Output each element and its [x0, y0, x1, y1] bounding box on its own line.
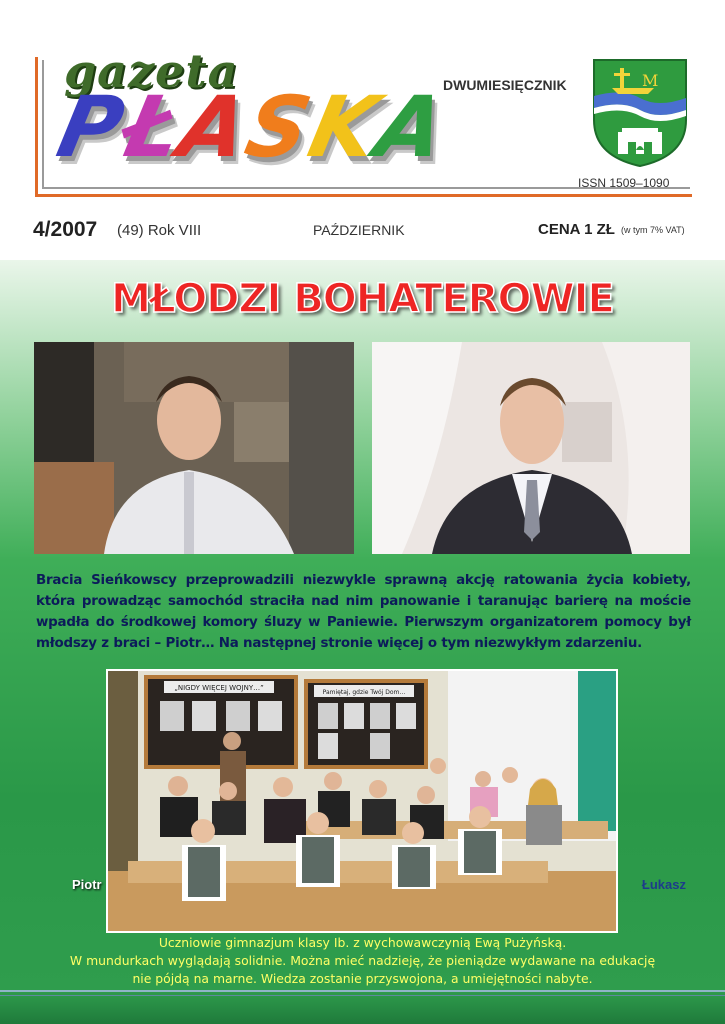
photo-lukasz [372, 342, 690, 892]
masthead-gazeta: gazeta [64, 44, 239, 98]
masthead-title-letter: A [367, 78, 454, 176]
issn-label: ISSN 1509–1090 [578, 176, 670, 190]
footer-rule [0, 990, 725, 992]
article-text: Bracia Sieńkowscy przeprowadzili niezwykle sprawną akcję ratowania życia kobiety, która prowadząc samochód straciła nad nim panowanie i taranując barierę na moście wpadła do środkowej komory śluzy w Paniewie. Pierwszym organizatorem pomocy był młodszy z braci – Piotr… Na następnej stronie więcej o tym niezwykłym zdarzeniu. [36, 573, 691, 651]
issue-info-bar [33, 218, 693, 244]
vat-note: (w tym 7% VAT) [621, 225, 685, 235]
headline: MŁODZI BOHATEROWIE [111, 276, 614, 322]
name-label-piotr: Piotr [72, 877, 102, 892]
masthead-title-letter: K [300, 78, 387, 176]
class-photo-image [108, 671, 616, 931]
classroom-sign-right: Pamiętaj, gdzie Twój Dom… [322, 689, 406, 696]
frame-line [35, 194, 692, 197]
masthead-title-letter: P [49, 78, 132, 176]
frequency-label: DWUMIESIĘCZNIK [443, 77, 567, 93]
frame-line [35, 57, 38, 197]
issue-number: 4/2007 [33, 218, 98, 241]
price-label: CENA 1 ZŁ [538, 221, 615, 238]
issue-month: PAŹDZIERNIK [313, 222, 405, 238]
masthead-title-letter: Ł [113, 78, 190, 176]
caption-line: W mundurkach wyglądają solidnie. Można mieć nadzieję, że pieniądze wydawane na edukację [69, 953, 656, 968]
masthead-title-letter: A [170, 78, 257, 176]
class-photo-caption [50, 934, 675, 988]
caption-line: nie pójdą na marne. Wiedza zostanie przyswojona, a umiejętności nabyte. [132, 971, 593, 986]
masthead-title-letter: S [237, 78, 319, 176]
masthead [0, 0, 725, 260]
footer-rule [0, 995, 725, 996]
photo-class [106, 669, 618, 933]
portrait-image [34, 342, 354, 554]
masthead-title [49, 78, 454, 176]
classroom-sign-left: „NIGDY WIĘCEJ WOJNY…” [174, 684, 264, 692]
coat-of-arms-icon [592, 58, 688, 168]
caption-line: Uczniowie gimnazjum klasy Ib. z wychowawczynią Ewą Pużyńską. [158, 935, 567, 950]
volume-label: (49) Rok VIII [117, 222, 202, 239]
crest-letter: M [642, 71, 659, 90]
name-label-lukasz: Łukasz [641, 877, 686, 892]
frame-line [42, 60, 44, 188]
portrait-image [372, 342, 690, 554]
